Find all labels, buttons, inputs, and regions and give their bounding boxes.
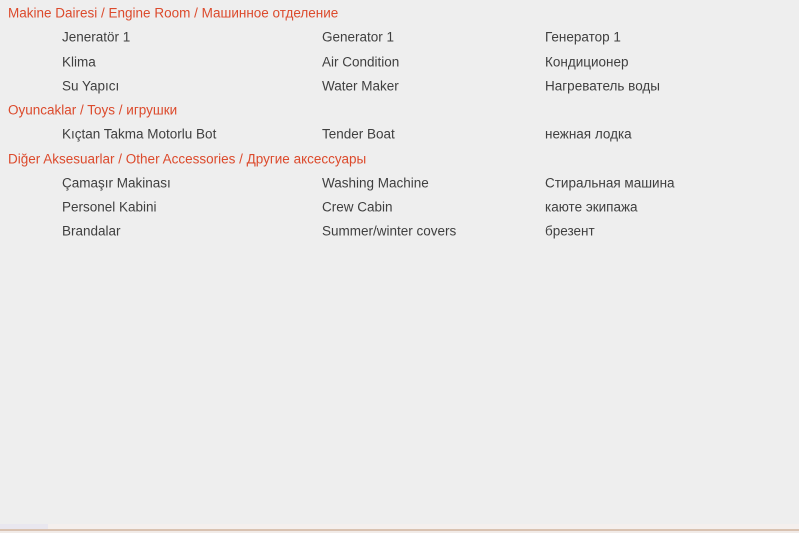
item-row-air-condition [0, 50, 799, 74]
item-label-russian: Нагреватель воды [545, 78, 660, 94]
section-header-toys [0, 98, 799, 122]
item-label-russian: Стиральная машина [545, 175, 675, 191]
item-label-turkish: Kıçtan Takma Motorlu Bot [62, 126, 217, 142]
item-label-turkish: Jeneratör 1 [62, 29, 131, 45]
item-label-russian: брезент [545, 223, 595, 239]
item-label-english: Generator 1 [322, 29, 395, 45]
item-row-crew-cabin [0, 195, 799, 219]
item-label-english: Water Maker [322, 78, 399, 94]
item-row-covers [0, 219, 799, 243]
item-label-english: Crew Cabin [322, 199, 393, 215]
item-row-tender-boat [0, 122, 799, 146]
footer-bar [0, 524, 799, 533]
section-header-label: Makine Dairesi / Engine Room / Машинное отделение [8, 5, 339, 21]
item-row-generator-1 [0, 25, 799, 49]
item-row-water-maker [0, 74, 799, 98]
item-label-russian: Генератор 1 [545, 29, 621, 45]
item-label-russian: Кондиционер [545, 54, 629, 70]
item-label-english: Air Condition [322, 54, 400, 70]
section-header-engine-room [0, 1, 799, 25]
item-label-turkish: Brandalar [62, 223, 121, 239]
item-label-english: Summer/winter covers [322, 223, 457, 239]
item-label-english: Tender Boat [322, 126, 395, 142]
item-label-english: Washing Machine [322, 175, 429, 191]
item-row-washing-machine [0, 171, 799, 195]
equipment-list [0, 1, 799, 244]
item-label-russian: нежная лодка [545, 126, 632, 142]
item-label-turkish: Su Yapıcı [62, 78, 120, 94]
section-header-other-accessories [0, 147, 799, 171]
item-label-turkish: Çamaşır Makinası [62, 175, 171, 191]
section-header-label: Oyuncaklar / Toys / игрушки [8, 102, 178, 118]
item-label-turkish: Personel Kabini [62, 199, 157, 215]
section-header-label: Diğer Aksesuarlar / Other Accessories / Другие аксессуары [8, 151, 367, 167]
item-label-russian: каюте экипажа [545, 199, 638, 215]
item-label-turkish: Klima [62, 54, 96, 70]
